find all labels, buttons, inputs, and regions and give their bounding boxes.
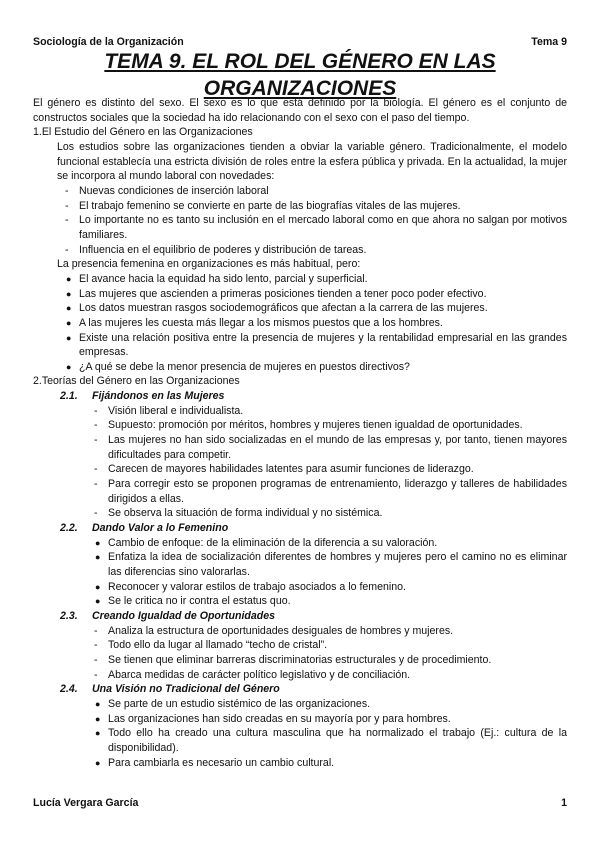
list-item bbox=[95, 756, 567, 771]
list-item-text: Las mujeres que ascienden a primeras posiciones tienden a tener poco poder efectivo. bbox=[79, 287, 487, 300]
list-item-text: Se tienen que eliminar barreras discriminatorias estructurales y de procedimiento. bbox=[108, 653, 492, 666]
list-item-text: Influencia en el equilibrio de poderes y distribución de tareas. bbox=[79, 243, 367, 256]
list-item-text: Enfatiza la idea de socialización diferentes de hombres y mujeres pero el camino no es eliminar las diferencias sino valorarlas. bbox=[108, 551, 567, 578]
list-item bbox=[94, 462, 567, 477]
list-item-text: Las organizaciones han sido creadas en su mayoría por y para hombres. bbox=[108, 712, 451, 725]
heading-label: Dando Valor a lo Femenino bbox=[92, 522, 229, 535]
list-item-text: Abarca medidas de carácter político legislativo y de conciliación. bbox=[108, 668, 411, 681]
list-item-text: El trabajo femenino se convierte en parte de las biografías vitales de las mujeres. bbox=[79, 199, 461, 212]
bullet-list bbox=[95, 536, 567, 609]
page-footer bbox=[33, 797, 567, 809]
bullet-icon: ● bbox=[66, 273, 72, 284]
list-item bbox=[66, 331, 567, 360]
list-item bbox=[94, 653, 567, 668]
list-item-text: Carecen de mayores habilidades latentes para asumir funciones de liderazgo. bbox=[108, 463, 474, 476]
list-item-text: Todo ello ha creado una cultura masculina que ha normalizado el trabajo (Ej.: cultura de la disponibilidad). bbox=[108, 727, 567, 754]
list-item-text: Los datos muestran rasgos sociodemográficos que afectan a la carrera de las mujeres. bbox=[79, 302, 488, 315]
list-item bbox=[66, 287, 567, 302]
list-item bbox=[95, 550, 567, 579]
section-heading bbox=[33, 374, 567, 389]
bullet-icon: ● bbox=[95, 596, 101, 607]
list-item bbox=[66, 360, 567, 375]
paragraph: Los estudios sobre las organizaciones tienden a obviar la variable género. Tradicionalmente, el modelo funcional establecía una estricta división de roles entre la esfera pública y privada. En la actualidad, la mujer se incorpora al mundo laboral con novedades: bbox=[57, 140, 567, 183]
dash-icon: - bbox=[94, 639, 98, 652]
heading-number: 2.4. bbox=[60, 683, 78, 696]
list-item-text: Nuevas condiciones de inserción laboral bbox=[79, 184, 269, 197]
list-item-text: Reconocer y valorar estilos de trabajo asociados a lo femenino. bbox=[108, 580, 406, 593]
list-item-text: ¿A qué se debe la menor presencia de mujeres en puestos directivos? bbox=[79, 360, 410, 373]
bullet-list bbox=[66, 272, 567, 375]
list-item bbox=[65, 243, 567, 258]
dash-icon: - bbox=[94, 624, 98, 637]
title-line: TEMA 9. EL ROL DEL GÉNERO EN LAS bbox=[104, 50, 496, 73]
subsection-heading bbox=[60, 521, 567, 536]
list-item bbox=[95, 536, 567, 551]
section-heading bbox=[33, 125, 567, 140]
list-item-text: Para cambiarla es necesario un cambio cultural. bbox=[108, 756, 335, 769]
list-item bbox=[94, 404, 567, 419]
bullet-icon: ● bbox=[95, 552, 101, 563]
bullet-icon: ● bbox=[66, 303, 72, 314]
dash-icon: - bbox=[65, 243, 69, 256]
list-item bbox=[95, 594, 567, 609]
list-item-text: Lo importante no es tanto su inclusión en el mercado laboral como en que ahora no salgan por motivos familiares. bbox=[79, 214, 567, 241]
dash-icon: - bbox=[65, 199, 69, 212]
document-title bbox=[33, 48, 567, 102]
dash-icon: - bbox=[94, 668, 98, 681]
dash-icon: - bbox=[94, 478, 98, 491]
intro-paragraph: El género es distinto del sexo. El sexo es lo que está definido por la biología. El género es el conjunto de constructos sociales que la sociedad ha ido relacionando con el sexo con el paso del tiempo. bbox=[33, 97, 567, 124]
heading-label: Teorías del Género en las Organizaciones bbox=[41, 375, 240, 388]
list-item bbox=[94, 477, 567, 506]
list-item-text: Para corregir esto se proponen programas de entrenamiento, liderazgo y talleres de habilidades dirigidos a ellas. bbox=[108, 478, 567, 505]
bullet-icon: ● bbox=[95, 537, 101, 548]
bullet-list bbox=[65, 184, 567, 257]
heading-label: Fijándonos en las Mujeres bbox=[92, 390, 225, 403]
heading-number: 2.2. bbox=[60, 522, 78, 535]
dash-icon: - bbox=[94, 419, 98, 432]
dash-icon: - bbox=[94, 507, 98, 520]
list-item bbox=[66, 316, 567, 331]
list-item bbox=[65, 184, 567, 199]
list-item-text: Las mujeres no han sido socializadas en el mundo de las empresas y, por tanto, tienen mayores dificultades para competir. bbox=[108, 434, 567, 461]
list-item-text: Se observa la situación de forma individual y no sistémica. bbox=[108, 507, 383, 520]
list-item-text: Existe una relación positiva entre la presencia de mujeres y la rentabilidad empresarial en las grandes empresas. bbox=[79, 331, 567, 359]
topic-number: Tema 9 bbox=[531, 36, 567, 48]
dash-icon: - bbox=[65, 214, 69, 227]
list-item-text: Se parte de un estudio sistémico de las organizaciones. bbox=[108, 697, 371, 710]
author-name: Lucía Vergara García bbox=[33, 797, 139, 809]
bullet-list bbox=[95, 697, 567, 770]
list-item-text: El avance hacia la equidad ha sido lento, parcial y superficial. bbox=[79, 272, 368, 285]
list-item bbox=[95, 580, 567, 595]
list-item-text: Cambio de enfoque: de la eliminación de la diferencia a su valoración. bbox=[108, 536, 438, 549]
list-item bbox=[94, 433, 567, 462]
list-item bbox=[65, 199, 567, 214]
bullet-list bbox=[94, 624, 567, 683]
bullet-list bbox=[94, 404, 567, 521]
dash-icon: - bbox=[65, 184, 69, 197]
list-item bbox=[95, 697, 567, 712]
list-item bbox=[94, 638, 567, 653]
dash-icon: - bbox=[94, 463, 98, 476]
list-item bbox=[95, 726, 567, 755]
bullet-icon: ● bbox=[66, 332, 72, 343]
list-item-text: Visión liberal e individualista. bbox=[108, 404, 244, 417]
subsection-heading bbox=[60, 682, 567, 697]
list-item bbox=[94, 624, 567, 639]
list-item bbox=[66, 301, 567, 316]
dash-icon: - bbox=[94, 434, 98, 447]
heading-number: 2. bbox=[33, 375, 42, 388]
page-header bbox=[33, 36, 567, 48]
heading-number: 2.1. bbox=[60, 390, 78, 403]
heading-label: El Estudio del Género en las Organizaciones bbox=[41, 126, 253, 139]
list-item bbox=[94, 506, 567, 521]
dash-icon: - bbox=[94, 653, 98, 666]
heading-number: 2.3. bbox=[60, 609, 78, 622]
bullet-icon: ● bbox=[66, 361, 72, 372]
list-item bbox=[95, 712, 567, 727]
list-item-text: Analiza la estructura de oportunidades desiguales de hombres y mujeres. bbox=[108, 624, 454, 637]
heading-label: Una Visión no Tradicional del Género bbox=[92, 683, 280, 696]
dash-icon: - bbox=[94, 404, 98, 417]
list-item-text: A las mujeres les cuesta más llegar a los mismos puestos que a los hombres. bbox=[79, 316, 443, 329]
list-item-text: Se le critica no ir contra el estatus quo. bbox=[108, 595, 291, 608]
title-line: ORGANIZACIONES bbox=[203, 77, 397, 100]
list-item bbox=[66, 272, 567, 287]
bullet-icon: ● bbox=[95, 713, 101, 724]
bullet-icon: ● bbox=[66, 317, 72, 328]
heading-number: 1. bbox=[33, 126, 42, 139]
list-item bbox=[94, 668, 567, 683]
document-body bbox=[33, 96, 567, 770]
bullet-icon: ● bbox=[95, 728, 101, 739]
bullet-icon: ● bbox=[66, 288, 72, 299]
page-number: 1 bbox=[561, 797, 567, 809]
bullet-icon: ● bbox=[95, 581, 101, 592]
list-item-text: Supuesto: promoción por méritos, hombres y mujeres tienen igualdad de oportunidades. bbox=[108, 419, 523, 432]
bullet-icon: ● bbox=[95, 757, 101, 768]
subsection-heading bbox=[60, 609, 567, 624]
list-item-text: Todo ello da lugar al llamado “techo de cristal”. bbox=[108, 639, 328, 652]
course-name: Sociología de la Organización bbox=[33, 36, 184, 48]
list-item bbox=[94, 418, 567, 433]
bullet-icon: ● bbox=[95, 698, 101, 709]
heading-label: Creando Igualdad de Oportunidades bbox=[92, 609, 276, 622]
paragraph: La presencia femenina en organizaciones es más habitual, pero: bbox=[57, 258, 361, 271]
list-item bbox=[65, 213, 567, 242]
subsection-heading bbox=[60, 389, 567, 404]
